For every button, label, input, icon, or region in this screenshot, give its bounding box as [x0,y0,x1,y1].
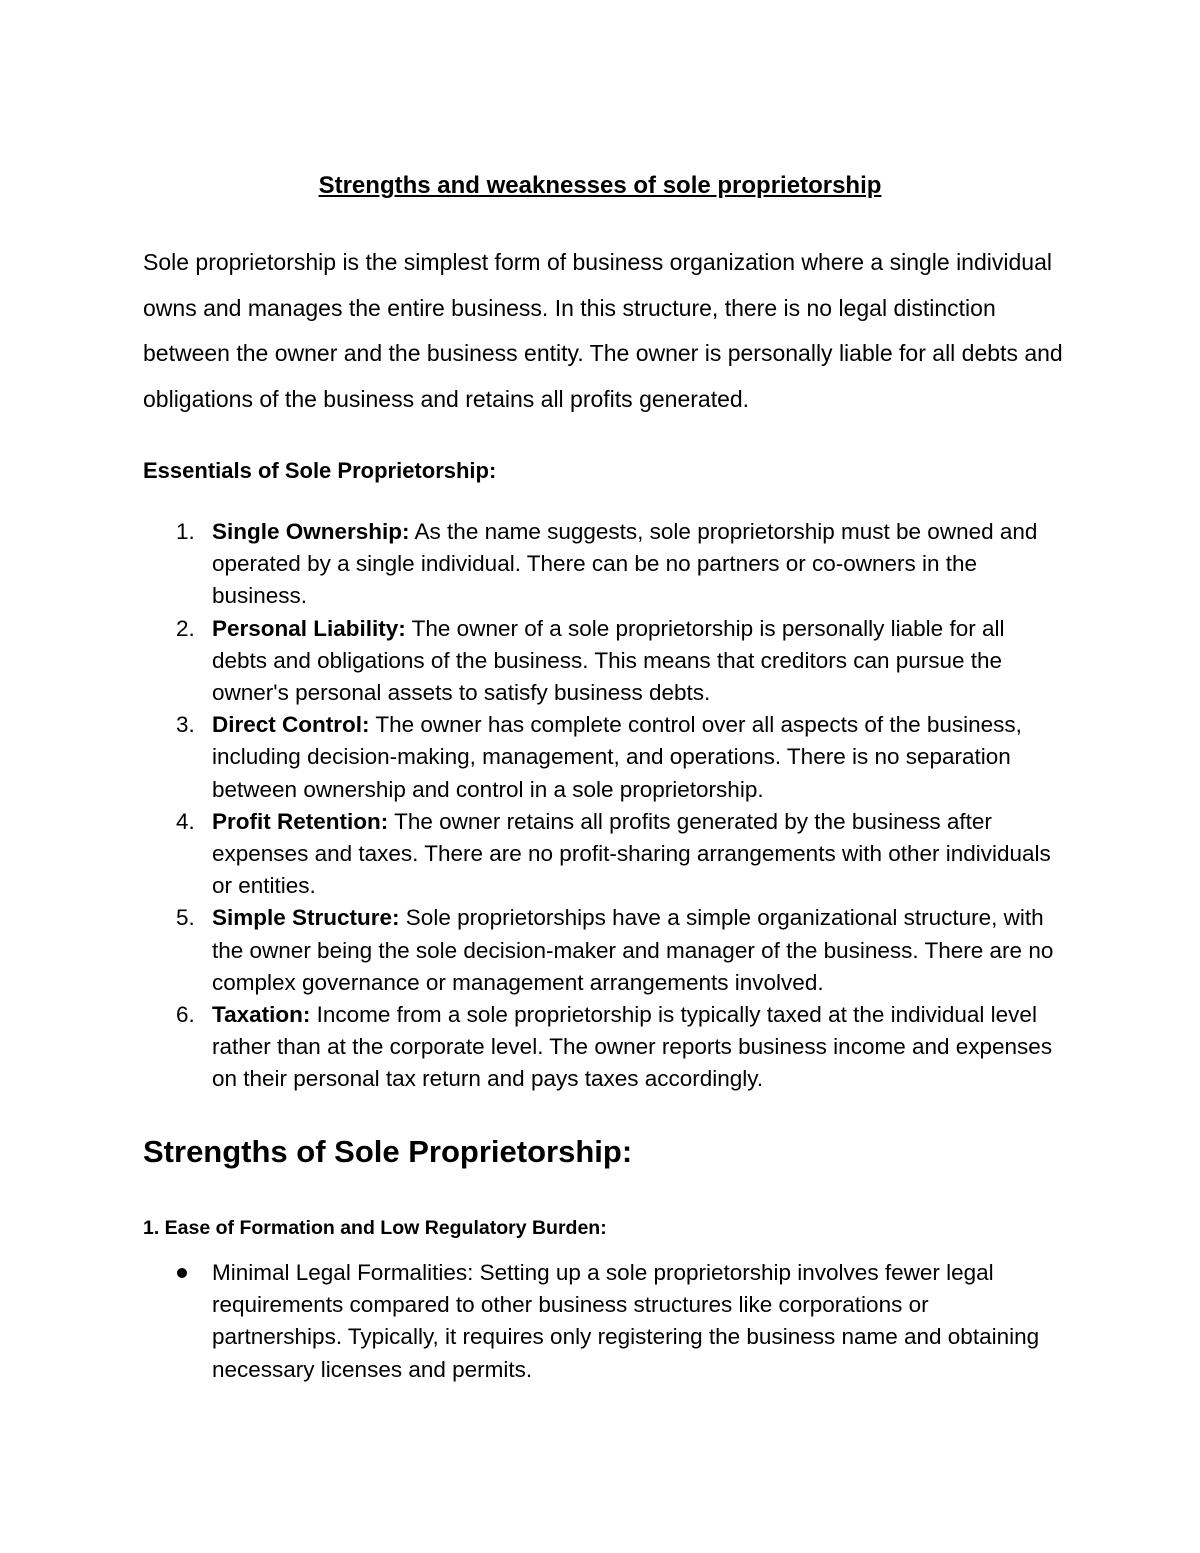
essentials-item-single-ownership [143,516,1063,613]
essentials-item-profit-retention [143,806,1063,903]
strengths-subheading: 1. Ease of Formation and Low Regulatory Burden: [143,1217,607,1239]
bullet-dot-icon [177,1268,187,1278]
essentials-item-personal-liability [143,613,1063,710]
list-item-term: Direct Control: [212,712,370,738]
list-number: 4. [176,808,195,834]
strengths-bullet-list [143,1257,1063,1386]
list-item-term: Taxation: [212,1002,311,1028]
list-number: 3. [176,712,195,738]
list-item-term: Profit Retention: [212,808,389,834]
intro-paragraph: Sole proprietorship is the simplest form of business organization where a single individual owns and manages the entire business. In this structure, there is no legal distinction between the owner and the business entity. The owner is personally liable for all debts and obligations of the business and retains all profits generated. [143,249,1063,412]
essentials-item-direct-control [143,709,1063,806]
list-number: 5. [176,905,195,931]
essentials-list [143,516,1063,1096]
list-number: 6. [176,1002,195,1028]
strengths-heading: Strengths of Sole Proprietorship: [143,1134,633,1169]
list-item-term: Personal Liability: [212,615,406,641]
list-item-text: The owner of a sole proprietorship is personally liable for all debts and obligations of the business. This means that creditors can pursue the owner's personal assets to satisfy business debts. [212,615,1005,706]
list-number: 2. [176,615,195,641]
list-item-text: Sole proprietorships have a simple organizational structure, with the owner being the sole decision-maker and manager of the business. There are no complex governance or management arrangements involved. [212,905,1054,995]
list-item-text: Income from a sole proprietorship is typically taxed at the individual level rather than at the corporate level. The owner reports business income and expenses on their personal tax return and pays taxes accordingly. [212,1002,1053,1092]
list-item-term: Simple Structure: [212,905,400,931]
essentials-heading: Essentials of Sole Proprietorship: [143,458,497,483]
bullet-item-minimal-legal-formalities [143,1257,1063,1386]
essentials-item-taxation [143,999,1063,1096]
list-item-text: As the name suggests, sole proprietorship must be owned and operated by a single individual. There can be no partners or co-owners in the business. [212,519,1038,609]
essentials-item-simple-structure [143,902,1063,999]
document-title: Strengths and weaknesses of sole proprietorship [318,172,882,199]
list-number: 1. [176,519,195,544]
bullet-item-text: Minimal Legal Formalities: Setting up a sole proprietorship involves fewer legal requirements compared to other business structures like corporations or partnerships. Typically, it requires only registering the business name and obtaining necessary licenses and permits. [212,1260,1040,1382]
list-item-text: The owner retains all profits generated by the business after expenses and taxes. There are no profit-sharing arrangements with other individuals or entities. [212,808,1051,899]
list-item-term: Single Ownership: [212,519,410,544]
list-item-text: The owner has complete control over all aspects of the business, including decision-making, management, and operations. There is no separation between ownership and control in a sole proprietorship. [212,712,1022,802]
